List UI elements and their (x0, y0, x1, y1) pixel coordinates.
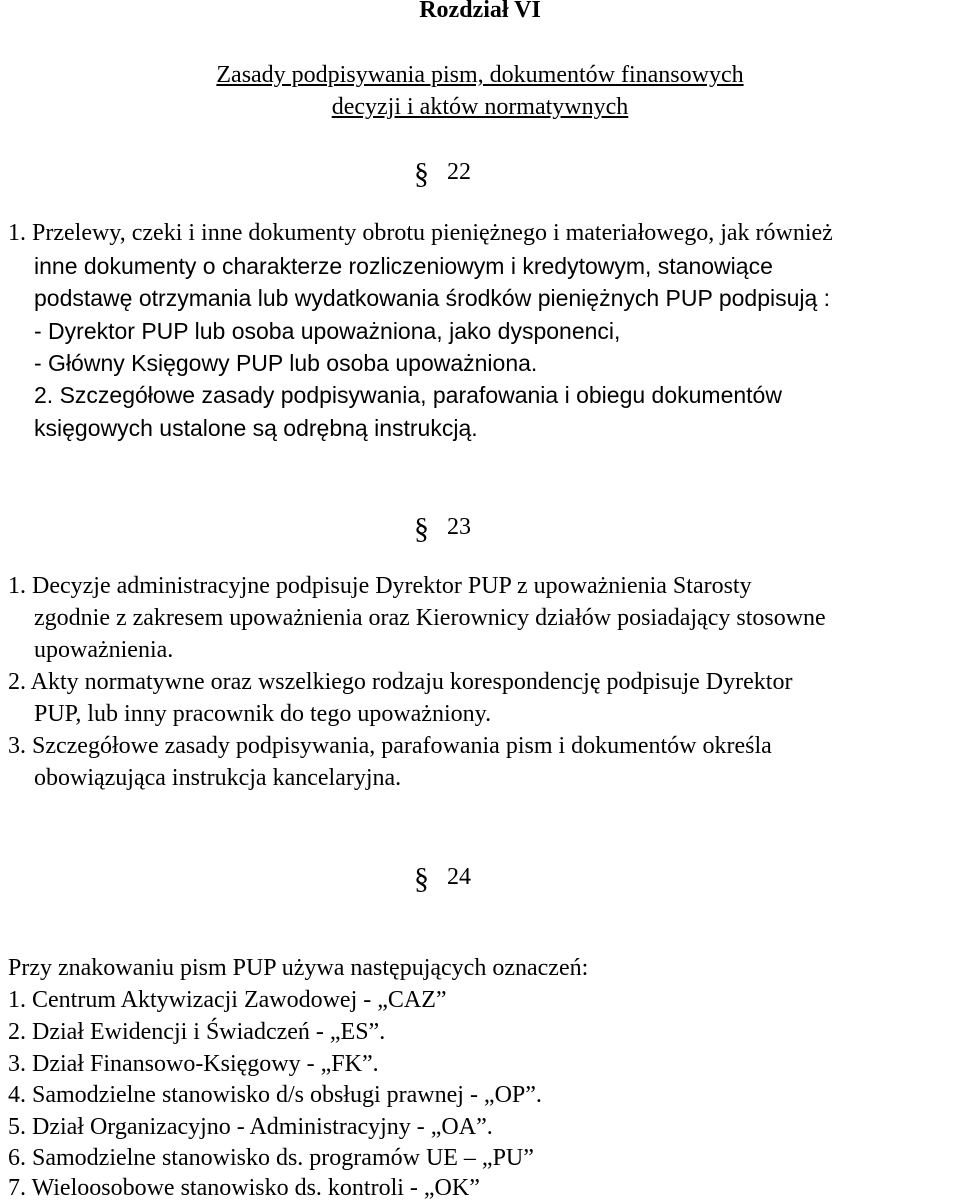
section-23-heading (414, 508, 471, 545)
list-item: 2. Dział Ewidencji i Świadczeń - „ES”. (8, 1019, 386, 1045)
list-item: 4. Samodzielne stanowisko d/s obsługi prawnej - „OP”. (8, 1082, 542, 1108)
section-24-heading (414, 858, 471, 895)
section-number: 24 (447, 864, 471, 890)
section-22-line: - Dyrektor PUP lub osoba upoważniona, jako dysponenci, (34, 318, 621, 344)
section-23-line: 3. Szczegółowe zasady podpisywania, parafowania pism i dokumentów określa (8, 733, 772, 759)
section-number: 22 (447, 159, 471, 185)
section-23-line: obowiązująca instrukcja kancelaryjna. (34, 765, 402, 791)
section-23-line: upoważnienia. (34, 637, 174, 663)
section-22-line: księgowych ustalone są odrębną instrukcją. (34, 415, 478, 441)
list-item: 3. Dział Finansowo-Księgowy - „FK”. (8, 1051, 379, 1077)
section-symbol: § (414, 862, 429, 895)
section-22-heading (414, 153, 471, 190)
section-22-line: 1. Przelewy, czeki i inne dokumenty obrotu pieniężnego i materiałowego, jak również (8, 220, 833, 246)
list-item: 7. Wieloosobowe stanowisko ds. kontroli - „OK” (8, 1175, 480, 1201)
list-item: 1. Centrum Aktywizacji Zawodowej - „CAZ” (8, 987, 447, 1013)
section-symbol: § (414, 512, 429, 545)
chapter-subtitle-line1: Zasady podpisywania pism, dokumentów finansowych (216, 62, 744, 88)
chapter-title: Rozdział VI (419, 0, 541, 23)
section-23-line: zgodnie z zakresem upoważnienia oraz Kierownicy działów posiadający stosowne (34, 605, 826, 631)
section-24-intro: Przy znakowaniu pism PUP używa następujących oznaczeń: (8, 955, 589, 981)
section-23-line: PUP, lub inny pracownik do tego upoważniony. (34, 701, 492, 727)
section-22-line: - Główny Księgowy PUP lub osoba upoważniona. (34, 350, 538, 376)
list-item: 6. Samodzielne stanowisko ds. programów UE – „PU” (8, 1145, 534, 1171)
section-22-line: 2. Szczegółowe zasady podpisywania, parafowania i obiegu dokumentów (34, 382, 782, 408)
chapter-subtitle-line2: decyzji i aktów normatywnych (331, 94, 629, 120)
list-item: 5. Dział Organizacyjno - Administracyjny - „OA”. (8, 1114, 493, 1140)
section-number: 23 (447, 514, 471, 540)
section-23-line: 1. Decyzje administracyjne podpisuje Dyrektor PUP z upoważnienia Starosty (8, 573, 752, 599)
section-symbol: § (414, 157, 429, 190)
section-23-line: 2. Akty normatywne oraz wszelkiego rodzaju korespondencję podpisuje Dyrektor (8, 669, 793, 695)
section-22-line: podstawę otrzymania lub wydatkowania środków pieniężnych PUP podpisują : (34, 285, 831, 311)
section-22-line: inne dokumenty o charakterze rozliczeniowym i kredytowym, stanowiące (34, 253, 773, 279)
